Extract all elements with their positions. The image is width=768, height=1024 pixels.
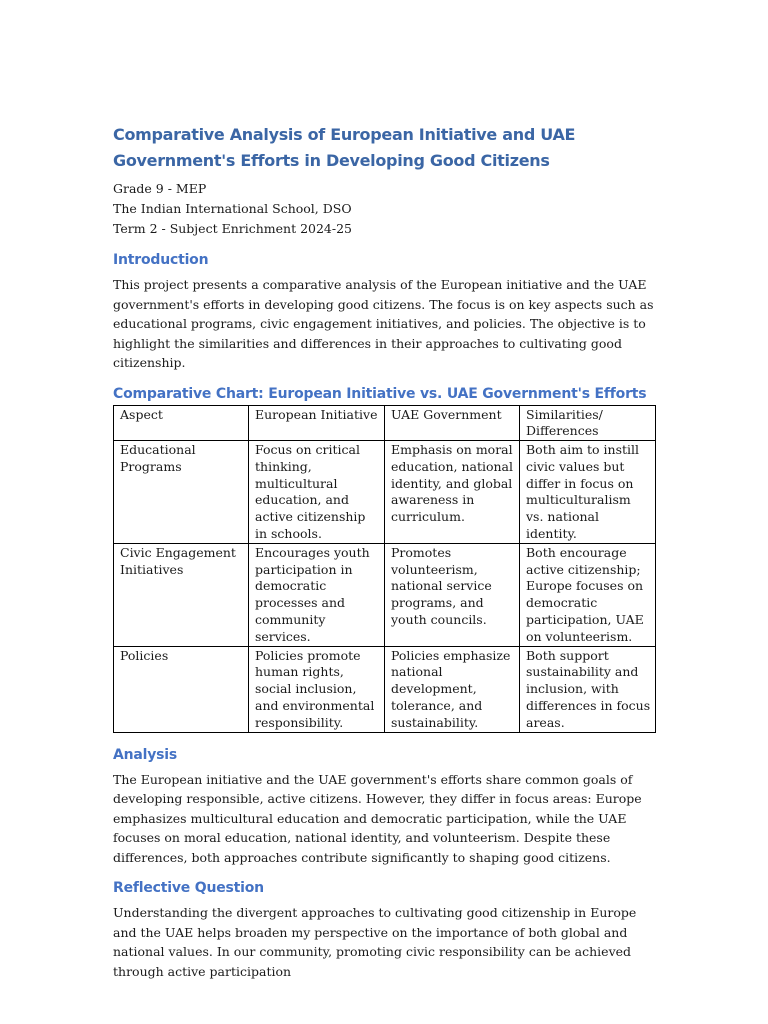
table-row <box>114 441 656 544</box>
introduction-text: This project presents a comparative analysis of the European initiative and the UAE government's efforts in developing good citizens. The focus is on key aspects such as educational programs, civic engagement initiatives, and policies. The objective is to highlight the similarities and differences in their approaches to cultivating good citizenship. <box>113 277 654 370</box>
header-cell-european: European Initiative <box>249 405 385 441</box>
header-cell-aspect: Aspect <box>114 405 249 441</box>
document-content <box>113 122 658 981</box>
table-cell: Focus on critical thinking, multicultural education, and active citizenship in schools. <box>249 441 385 544</box>
meta-school: The Indian International School, DSO <box>113 201 352 216</box>
comparison-table <box>113 405 656 733</box>
table-cell: Emphasis on moral education, national identity, and global awareness in curriculum. <box>385 441 520 544</box>
table-cell: Policies emphasize national development, tolerance, and sustainability. <box>385 646 520 732</box>
introduction-heading: Introduction <box>113 252 209 268</box>
table-header-row <box>114 405 656 441</box>
table-cell: Both encourage active citizenship; Europe focuses on democratic participation, UAE on volunteerism. <box>520 543 656 646</box>
header-cell-uae: UAE Government <box>385 405 520 441</box>
table-cell: Promotes volunteerism, national service programs, and youth councils. <box>385 543 520 646</box>
table-cell: Civic Engagement Initiatives <box>114 543 249 646</box>
chart-heading: Comparative Chart: European Initiative vs. UAE Government's Efforts <box>113 385 647 402</box>
table-cell: Policies promote human rights, social inclusion, and environmental responsibility. <box>249 646 385 732</box>
reflective-text: Understanding the divergent approaches to cultivating good citizenship in Europe and the UAE helps broaden my perspective on the importance of both global and national values. In our community, promoting civic responsibility can be achieved through active participation <box>113 905 637 979</box>
table-cell: Both aim to instill civic values but differ in focus on multiculturalism vs. national identity. <box>520 441 656 544</box>
meta-grade: Grade 9 - MEP <box>113 181 207 196</box>
table-row <box>114 543 656 646</box>
table-cell: Encourages youth participation in democratic processes and community services. <box>249 543 385 646</box>
analysis-heading: Analysis <box>113 746 178 763</box>
header-cell-similarities: Similarities/ Differences <box>520 405 656 441</box>
table-cell: Educational Programs <box>114 441 249 544</box>
reflective-heading: Reflective Question <box>113 880 264 897</box>
meta-term: Term 2 - Subject Enrichment 2024-25 <box>113 221 353 236</box>
document-title: Comparative Analysis of European Initiative and UAE Government's Efforts in Developing Good Citizens <box>113 125 576 170</box>
table-cell: Both support sustainability and inclusion, with differences in focus areas. <box>520 646 656 732</box>
document-meta <box>113 179 658 239</box>
table-row <box>114 646 656 732</box>
table-cell: Policies <box>114 646 249 732</box>
analysis-text: The European initiative and the UAE government's efforts share common goals of developing responsible, active citizens. However, they differ in focus areas: Europe emphasizes multicultural education and democratic participation, while the UAE focuses on moral education, national identity, and volunteerism. Despite these differences, both approaches contribute significantly to shaping good citizens. <box>113 771 642 865</box>
